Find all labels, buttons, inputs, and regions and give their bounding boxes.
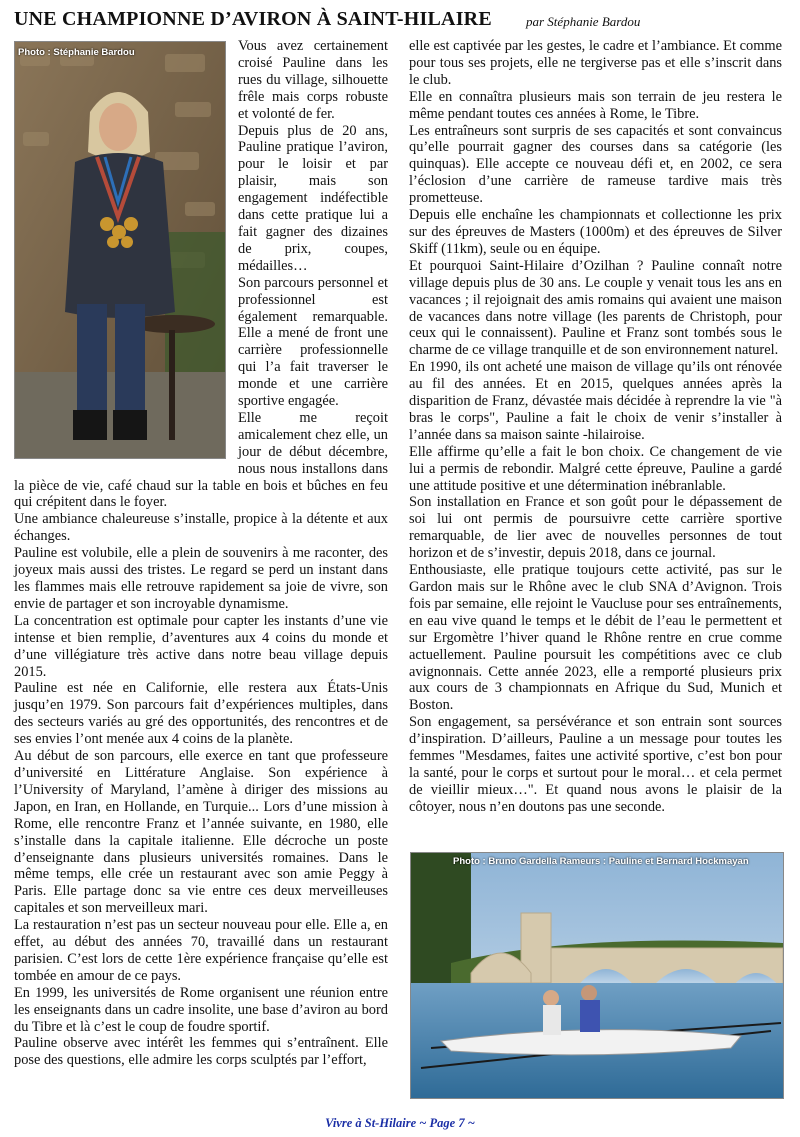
paragraph: Elle en connaîtra plusieurs mais son terrain de jeu restera le même pendant toutes ces années à Rome, le Tibre. xyxy=(409,88,782,122)
rowing-photo-credit: Photo : Bruno Gardella Rameurs : Pauline et Bernard Hockmayan xyxy=(453,856,749,867)
article-byline: par Stéphanie Bardou xyxy=(526,14,641,29)
paragraph: elle est captivée par les gestes, le cadre et l’ambiance. Et comme pour tous ses projets, elle ne tergiverse pas et elle s’inscrit dans le club. xyxy=(409,38,782,88)
paragraph: Au début de son parcours, elle exerce en tant que professeure d’université en Littérature Anglaise. Son expérience à l’University of Maryland, l’amène à diriger des missions au Japon, en Iran, en Hollande, en Turquie... Lors d’une mission à Rome, elle rencontre Franz et l’année suivante, en 1980, elle s’installe dans la capitale italienne. Elle décroche un poste d’enseignante dans plusieurs universités romaines. Dans le même temps, elle crée un restaurant avec son amie Peggy à Paris. Elle partage donc sa vie entre ces deux merveilleuses capitales et son merveilleux mari. xyxy=(14,748,388,917)
paragraph: Enthousiaste, elle pratique toujours cette activité, pas sur le Gardon mais sur le Rhône avec le club SNA d’Avignon. Trois fois par semaine, elle rejoint le Vaucluse pour ses entraînements, en eau vive quand le temps et le débit de l’eau le permettent et sur Ergomètre l’hiver quand le Rhône rentre en crue comme actuellement. Pauline poursuit les compétitions avec ce club avignonnais. Cette année 2023, elle a remporté plusieurs prix aux cours de 3 championnats en Afrique du Sud, Munich et Boston. xyxy=(409,562,782,714)
rowing-photo-image xyxy=(411,853,783,1098)
rowing-photo xyxy=(410,852,784,1099)
paragraph: La concentration est optimale pour capter les instants d’une vie intense et bien remplie, d’aventures aux 4 coins du monde et d’une villégiature très active dans notre beau village depuis 2015. xyxy=(14,612,388,680)
paragraph: Elle me reçoit amicalement chez elle, un jour de début décembre, nous nous installons dans la pièce de vie, café chaud sur la table en bois et bûches en feu qui crépitent dans le foyer. xyxy=(14,409,388,511)
paragraph: Son engagement, sa persévérance et son entrain sont sources d’inspiration. D’ailleurs, Pauline a un message pour toutes les femmes "Mesdames, faites une activité sportive, c’est bon pour la santé, pour le corps et surtout pour le moral… et cela permet de vieillir mieux…". Et quand nous avons le plaisir de la côtoyer, nous n’en doutons pas une seconde. xyxy=(409,714,782,815)
paragraph: La restauration n’est pas un secteur nouveau pour elle. Elle a, en effet, au début des années 70, travaillé dans un restaurant parisien. C’est lors de cette 1ère expérience française qu’elle est tombée en amour de ce pays. xyxy=(14,917,388,984)
paragraph: Depuis elle enchaîne les championnats et collectionne les prix sur des épreuves de Masters (1000m) et des épreuves de Silver Skiff (11km), seule ou en équipe. xyxy=(409,207,782,257)
article-column-right xyxy=(409,38,782,816)
paragraph: Son installation en France et son goût pour le dépassement de soi lui ont permis de poursuivre cette carrière sportive remarquable, de lier avec de nouvelles personnes de tout horizon et de s’investir, depuis 2018, dans ce journal. xyxy=(409,494,782,562)
paragraph: Pauline est volubile, elle a plein de souvenirs à me raconter, des joyeux mais aussi des tristes. Le regard se perd un instant dans les flammes mais elle retrouve rapidement sa joie de vivre, son envie de partager et son incroyable dynamisme. xyxy=(14,545,388,612)
article-title: UNE CHAMPIONNE D’AVIRON À SAINT-HILAIRE xyxy=(14,8,492,30)
paragraph: En 1999, les universités de Rome organisent une réunion entre les enseignants dans un cadre insolite, une base d’aviron au bord du Tibre et là c’est le coup de foudre sportif. xyxy=(14,984,388,1035)
portrait-photo-image xyxy=(15,42,225,458)
paragraph: Et pourquoi Saint-Hilaire d’Ozilhan ? Pauline connaît notre village depuis plus de 30 ans. Le couple y venait tous les ans en vacances ; il rejoignait des amis romains qui avaient une maison de vacances dans notre village (les parents de Christoph, pour ceux qui le connaissent). Pauline et Franz sont tombés sous le charme de ce village tranquille et de son environnement naturel. xyxy=(409,257,782,359)
article-column-left xyxy=(14,38,388,1069)
paragraph: Elle affirme qu’elle a fait le bon choix. Ce changement de vie lui a permis de rebondir. Malgré cette épreuve, Pauline a gardé une attitude positive et une détermination inébranlable. xyxy=(409,443,782,494)
paragraph: Depuis plus de 20 ans, Pauline pratique l’aviron, pour le loisir et par plaisir, mais son engagement indéfectible dans cette pratique lui a fait gagner des dizaines de prix, coupes, médailles… xyxy=(238,122,388,274)
portrait-photo-credit: Photo : Stéphanie Bardou xyxy=(18,47,135,58)
paragraph: Une ambiance chaleureuse s’installe, propice à la détente et aux échanges. xyxy=(14,511,388,545)
paragraph: Son parcours personnel et professionnel est également remarquable. Elle a mené de front une carrière professionnelle qui l’a fait traverser le monde et une carrière sportive engagée. xyxy=(238,274,388,410)
paragraph: Pauline observe avec intérêt les femmes qui s’entraînent. Elle pose des questions, elle admire les corps sculptés par l’effort, xyxy=(14,1035,388,1069)
paragraph: Vous avez certainement croisé Pauline dans les rues du village, silhouette frêle mais corps robuste et volonté de fer. xyxy=(238,38,388,122)
paragraph: En 1990, ils ont acheté une maison de village qu’ils ont rénovée au fil des années. Et en 2015, quelques années après la disparition de Franz, dévastée mais décidée à reprendre la vie "à bras le corps", Pauline a fait le choix de venir s’installer à l’année dans sa maison sainte -hilairoise. xyxy=(409,359,782,443)
portrait-photo xyxy=(14,41,226,459)
paragraph: Les entraîneurs sont surpris de ses capacités et sont convaincus qu’elle pourrait gagner des courses dans sa catégorie (les quinquas). Elle accepte ce nouveau défi et, en 2002, ce sera l’éclosion d’une carrière de rameuse tardive mais très prometteuse. xyxy=(409,122,782,207)
paragraph: Pauline est née en Californie, elle restera aux États-Unis jusqu’en 1979. Son parcours fait d’expériences multiples, dans des secteurs variés au gré des opportunités, des rencontres et de ses envies l’ont menée aux 4 coins de la planète. xyxy=(14,680,388,748)
page-footer: Vivre à St-Hilaire ~ Page 7 ~ xyxy=(325,1116,475,1130)
